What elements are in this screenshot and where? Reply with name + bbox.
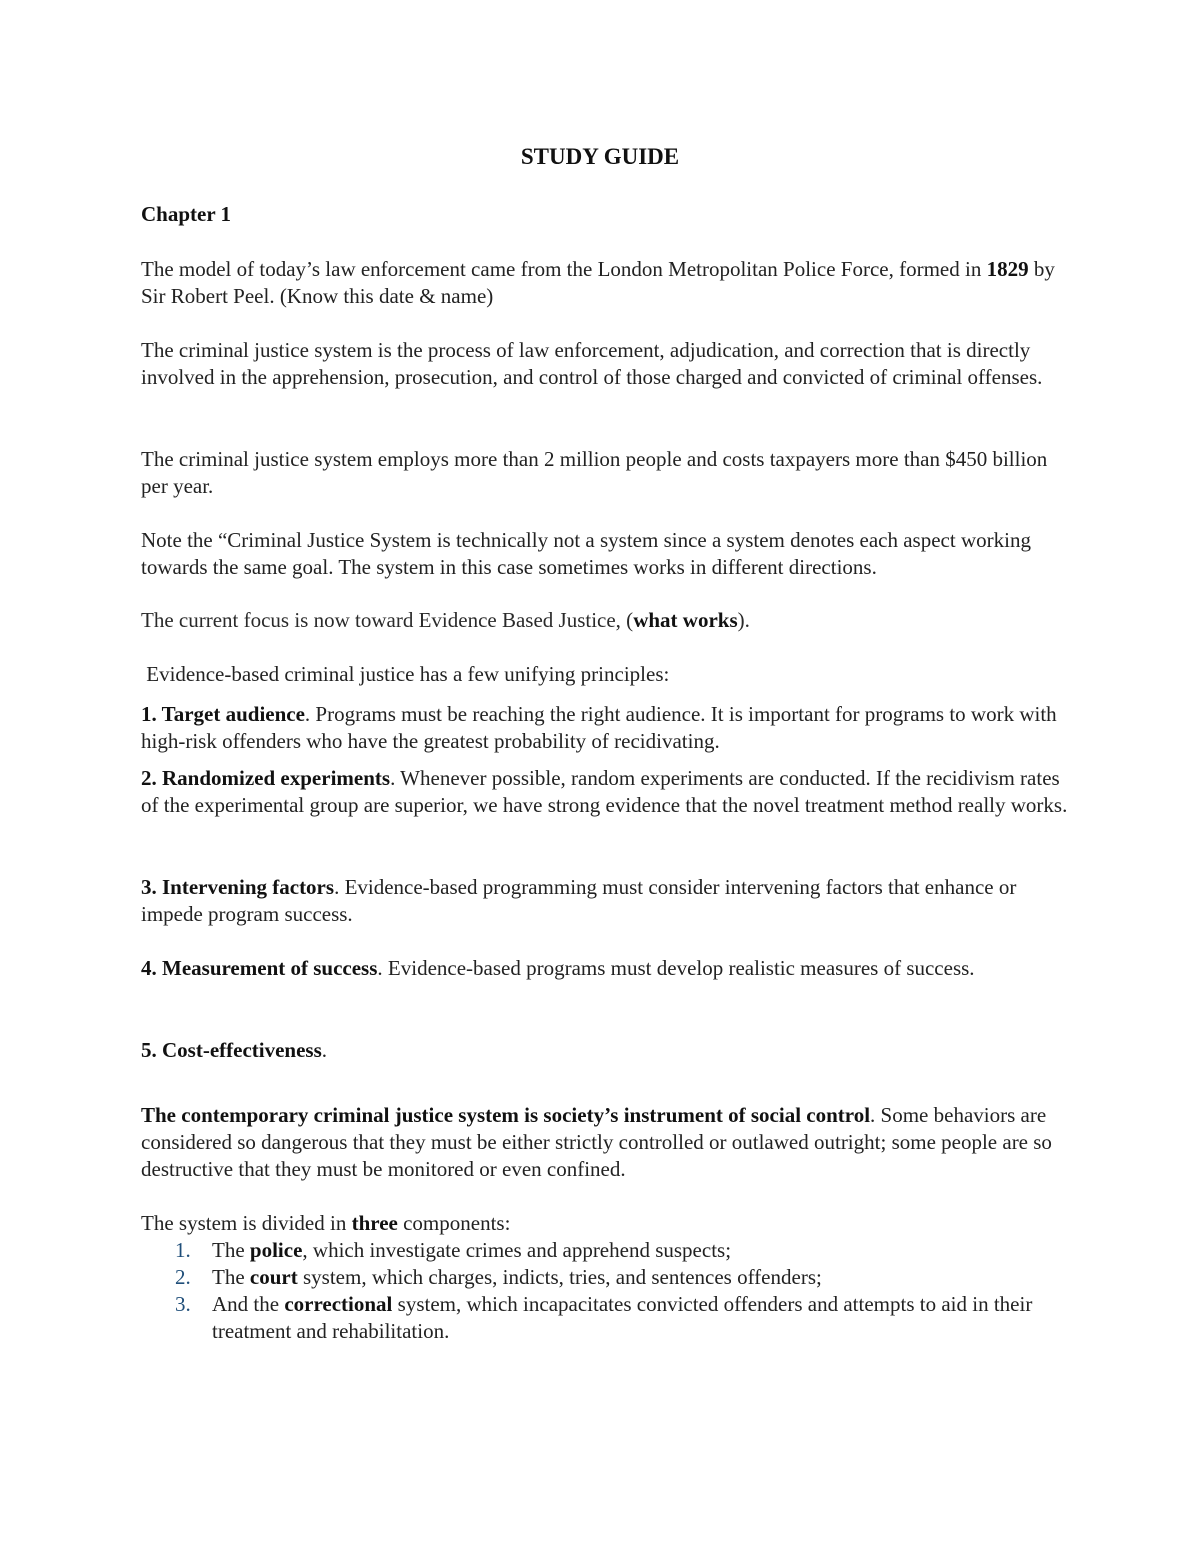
principle-1-heading: 1. Target audience — [141, 702, 305, 726]
principle-2-heading: 2. Randomized experiments — [141, 766, 391, 790]
paragraph-evidence-based-focus: The current focus is now toward Evidence Based Justice, (what works). — [141, 608, 750, 632]
principle-4: 4. Measurement of success. Evidence-based programs must develop realistic measures of success. — [141, 956, 975, 980]
paragraph-note: Note the “Criminal Justice System is technically not a system since a system denotes each aspect working towards the same goal. The system in this case sometimes works in different directions. — [141, 528, 1031, 579]
paragraph-cj-definition: The criminal justice system is the process of law enforcement, adjudication, and correction that is directly involved in the apprehension, prosecution, and control of those charged and convicted of criminal offenses. — [141, 338, 1043, 389]
year-1829: 1829 — [986, 257, 1029, 281]
principle-3: 3. Intervening factors. Evidence-based programming must consider intervening factors that enhance or impede program success. — [141, 875, 1017, 926]
principle-3-heading: 3. Intervening factors — [141, 875, 335, 899]
list-item: 3. And the correctional system, which incapacitates convicted offenders and attempts to aid in their treatment and rehabilitation. — [175, 1292, 1033, 1343]
principle-4-heading: 4. Measurement of success — [141, 956, 378, 980]
components-list — [141, 1237, 1071, 1345]
chapter-heading: Chapter 1 — [141, 202, 232, 226]
paragraph-principles-intro: Evidence-based criminal justice has a few unifying principles: — [141, 662, 670, 686]
document-title: STUDY GUIDE — [520, 144, 680, 169]
principle-5-heading: 5. Cost-effectiveness — [141, 1038, 322, 1062]
paragraph-law-enforcement-origin: The model of today’s law enforcement came from the London Metropolitan Police Force, formed in 1829 by Sir Robert Peel. (Know this date & name) — [141, 257, 1055, 308]
paragraph-social-control: The contemporary criminal justice system is society’s instrument of social control. Some behaviors are considered so dangerous that they must be either strictly controlled or outlawed outright; some people are so destructive that they must be monitored or even confined. — [141, 1103, 1052, 1181]
paragraph-components-intro: The system is divided in three components: — [141, 1211, 511, 1235]
list-item: 1. The police, which investigate crimes and apprehend suspects; — [175, 1238, 732, 1262]
principle-5: 5. Cost-effectiveness. — [141, 1038, 328, 1062]
list-item: 2. The court system, which charges, indicts, tries, and sentences offenders; — [175, 1265, 822, 1289]
principle-1: 1. Target audience. Programs must be reaching the right audience. It is important for programs to work with high-risk offenders who have the greatest probability of recidivating. — [141, 702, 1057, 753]
paragraph-cj-employment: The criminal justice system employs more than 2 million people and costs taxpayers more than $450 billion per year. — [141, 447, 1048, 498]
principle-2: 2. Randomized experiments. Whenever possible, random experiments are conducted. If the recidivism rates of the experimental group are superior, we have strong evidence that the novel treatment method really works. — [141, 766, 1068, 817]
